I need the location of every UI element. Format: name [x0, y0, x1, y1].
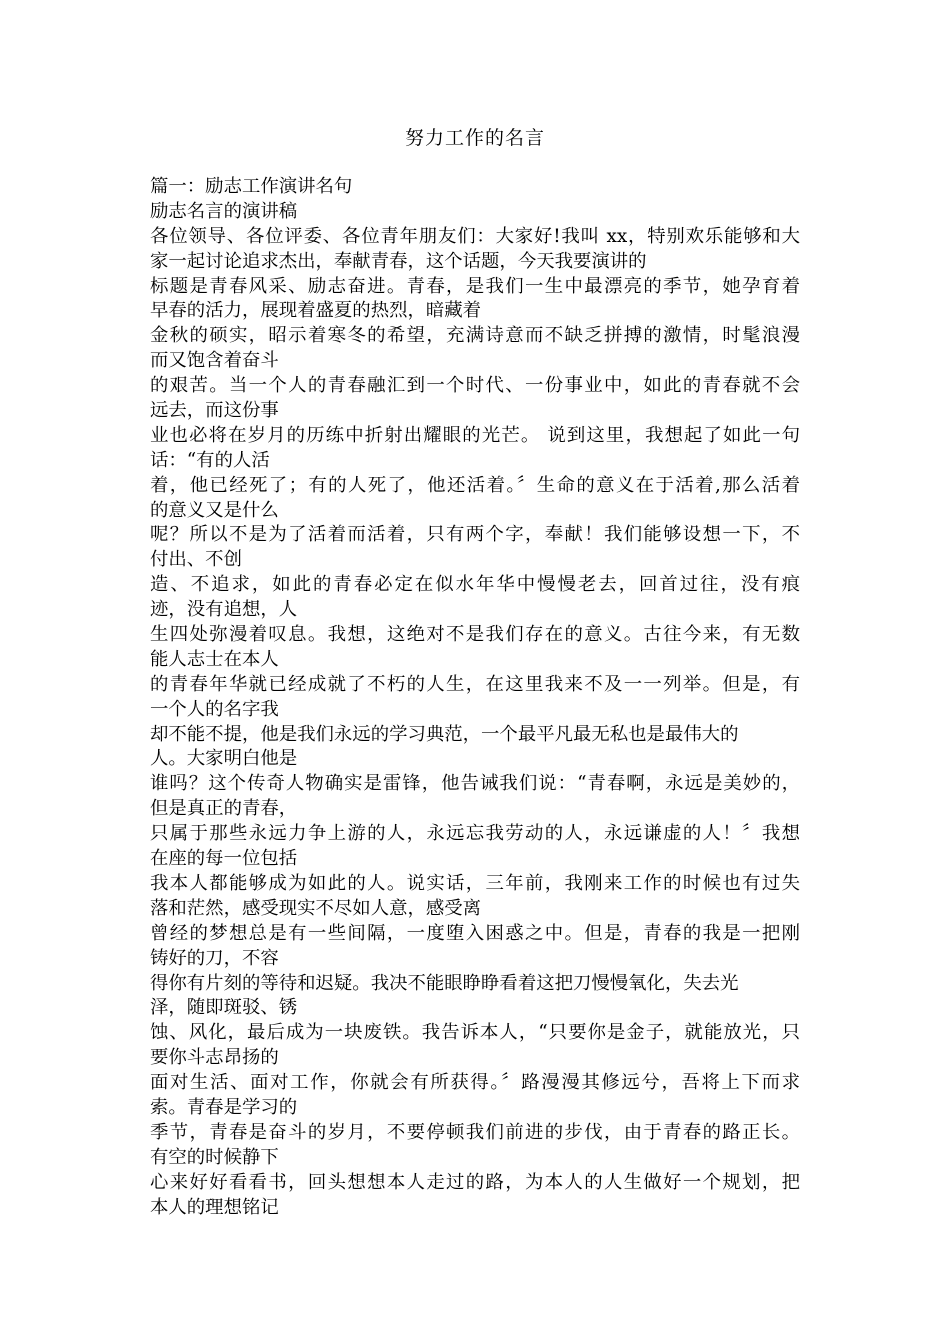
- text-line: 业也必将在岁月的历练中折射出耀眼的光芒。 说到这里，我想起了如此一句: [150, 424, 800, 446]
- text-line: 生四处弥漫着叹息。我想，这绝对不是我们存在的意义。古往今来，有无数: [150, 624, 800, 646]
- text-line: 励志名言的演讲稿: [150, 200, 298, 222]
- text-line: 各位领导、各位评委、各位青年朋友们：大家好!我叫 xx，特别欢乐能够和大: [150, 225, 800, 247]
- text-line: 迹，没有追想，人: [150, 599, 298, 621]
- heading-line: 篇一：励志工作演讲名句: [150, 176, 353, 197]
- text-line: 早春的活力，展现着盛夏的热烈，暗藏着: [150, 300, 482, 322]
- text-line: 造、不追求，如此的青春必定在似水年华中慢慢老去，回首过往，没有痕: [150, 574, 800, 596]
- text-line: 落和茫然，感受现实不尽如人意，感受离: [150, 897, 482, 919]
- text-line: 本人的理想铭记: [150, 1196, 279, 1218]
- text-line: 一个人的名字我: [150, 698, 279, 720]
- text-line: 标题是青春风采、励志奋进。青春，是我们一生中最漂亮的季节，她孕育着: [150, 275, 800, 297]
- text-line: 的意义又是什么: [150, 499, 279, 521]
- text-line: 呢？所以不是为了活着而活着，只有两个字，奉献！我们能够设想一下，不: [150, 524, 800, 546]
- text-line: 在座的每一位包括: [150, 848, 298, 870]
- text-line: 话：“有的人活: [150, 449, 270, 471]
- text-line: 蚀、风化，最后成为一块废铁。我告诉本人，“只要你是金子，就能放光，只: [150, 1022, 800, 1044]
- document-body: [150, 175, 800, 1220]
- text-line: 得你有片刻的等待和迟疑。我决不能眼睁睁看着这把刀慢慢氧化，失去光: [150, 972, 739, 994]
- text-line: 而又饱含着奋斗: [150, 350, 279, 372]
- text-line: 家一起讨论追求杰出，奉献青春，这个话题，今天我要演讲的: [150, 250, 647, 272]
- text-line: 心来好好看看书，回头想想本人走过的路，为本人的人生做好一个规划，把: [150, 1171, 800, 1193]
- text-line: 有空的时候静下: [150, 1146, 279, 1168]
- text-line: 人。大家明白他是: [150, 748, 298, 770]
- text-line: 付出、不创: [150, 549, 242, 571]
- document-title: 努力工作的名言: [404, 127, 545, 149]
- text-line: 只属于那些永远力争上游的人，永远忘我劳动的人，永远谦虚的人！〞我想: [150, 823, 800, 845]
- text-line: 着，他已经死了；有的人死了，他还活着。〞生命的意义在于活着,那么活着: [150, 474, 800, 496]
- text-line: 能人志士在本人: [150, 648, 279, 670]
- text-line: 曾经的梦想总是有一些间隔，一度堕入困惑之中。但是，青春的我是一把刚: [150, 922, 800, 944]
- text-line: 铸好的刀，不容: [150, 947, 279, 969]
- text-line: 但是真正的青春，: [150, 798, 298, 820]
- text-line: 要你斗志昂扬的: [150, 1047, 279, 1069]
- text-line: 的青春年华就已经成就了不朽的人生，在这里我来不及一一列举。但是，有: [150, 673, 800, 695]
- text-line: 季节，青春是奋斗的岁月，不要停顿我们前进的步伐，由于青春的路正长。: [150, 1121, 800, 1143]
- text-line: 的艰苦。当一个人的青春融汇到一个时代、一份事业中，如此的青春就不会: [150, 375, 800, 397]
- text-line: 面对生活、面对工作，你就会有所获得。〞路漫漫其修远兮，吾将上下而求: [150, 1072, 800, 1094]
- text-line: 我本人都能够成为如此的人。说实话，三年前，我刚来工作的时候也有过失: [150, 872, 800, 894]
- text-line: 泽，随即斑驳、锈: [150, 997, 298, 1019]
- text-line: 金秋的硕实，昭示着寒冬的希望，充满诗意而不缺乏拼搏的激情，时髦浪漫: [150, 325, 800, 347]
- text-line: 远去，而这份事: [150, 400, 279, 422]
- text-line: 谁吗？这个传奇人物确实是雷锋，他告诫我们说：“青春啊，永远是美妙的，: [150, 773, 800, 795]
- text-line: 索。青春是学习的: [150, 1096, 298, 1118]
- text-line: 却不能不提，他是我们永远的学习典范，一个最平凡最无私也是最伟大的: [150, 723, 739, 745]
